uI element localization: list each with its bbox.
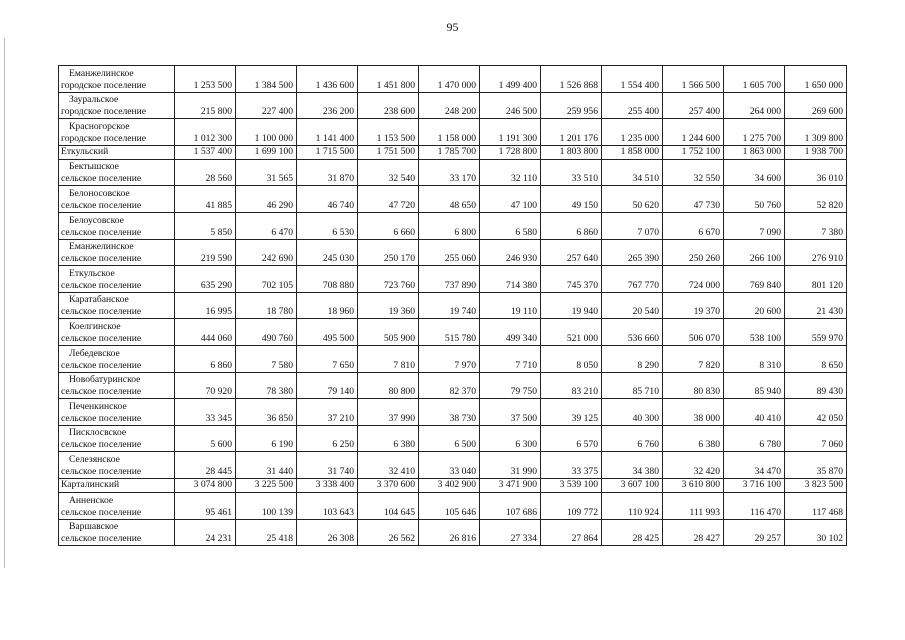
value-cell: 276 910: [785, 239, 847, 266]
value-cell: 19 940: [541, 292, 602, 319]
value-cell: 26 816: [419, 519, 480, 546]
settlement-name-cell: [59, 372, 175, 399]
value-cell: 6 800: [419, 212, 480, 239]
value-cell: 236 200: [297, 92, 358, 119]
value-cell: 100 139: [236, 492, 297, 519]
settlement-row: [59, 399, 847, 426]
settlement-type: сельское поселение: [61, 199, 142, 211]
value-cell: 6 860: [175, 345, 236, 372]
value-cell: 635 290: [175, 266, 236, 293]
value-cell: 1 863 000: [724, 145, 785, 159]
value-cell: 37 500: [480, 399, 541, 426]
value-cell: 3 225 500: [236, 478, 297, 492]
value-cell: 3 471 900: [480, 478, 541, 492]
settlement-row: [59, 186, 847, 213]
value-cell: 1 499 400: [480, 66, 541, 93]
value-cell: 42 050: [785, 399, 847, 426]
value-cell: 95 461: [175, 492, 236, 519]
value-cell: 33 375: [541, 452, 602, 479]
value-cell: 248 200: [419, 92, 480, 119]
value-cell: 40 410: [724, 399, 785, 426]
value-cell: 79 140: [297, 372, 358, 399]
value-cell: 745 370: [541, 266, 602, 293]
value-cell: 227 400: [236, 92, 297, 119]
value-cell: 116 470: [724, 492, 785, 519]
value-cell: 723 760: [358, 266, 419, 293]
settlement-name: Белоносовское: [69, 187, 130, 199]
settlement-row: [59, 66, 847, 93]
value-cell: 250 170: [358, 239, 419, 266]
settlement-name-cell: [59, 159, 175, 186]
value-cell: 50 760: [724, 186, 785, 213]
value-cell: 8 050: [541, 345, 602, 372]
value-cell: 29 257: [724, 519, 785, 546]
value-cell: 506 070: [663, 319, 724, 346]
settlement-type: сельское поселение: [61, 439, 142, 451]
page-number: 95: [446, 20, 459, 34]
settlement-type: сельское поселение: [61, 173, 142, 185]
value-cell: 26 308: [297, 519, 358, 546]
settlement-type: городское поселение: [61, 106, 147, 118]
value-cell: 109 772: [541, 492, 602, 519]
settlement-row: [59, 266, 847, 293]
value-cell: 1 253 500: [175, 66, 236, 93]
value-cell: 8 650: [785, 345, 847, 372]
settlement-name-cell: [59, 239, 175, 266]
district-name: Еткульский: [61, 146, 109, 158]
value-cell: 37 990: [358, 399, 419, 426]
value-cell: 80 830: [663, 372, 724, 399]
settlement-row: [59, 319, 847, 346]
settlement-type: сельское поселение: [61, 306, 142, 318]
settlement-row: [59, 425, 847, 452]
value-cell: 257 400: [663, 92, 724, 119]
value-cell: 70 920: [175, 372, 236, 399]
settlement-name: Зауральское: [69, 94, 119, 106]
district-name: Карталинский: [61, 479, 120, 491]
value-cell: 708 880: [297, 266, 358, 293]
value-cell: 36 010: [785, 159, 847, 186]
value-cell: 34 380: [602, 452, 663, 479]
value-cell: 490 760: [236, 319, 297, 346]
value-cell: 38 000: [663, 399, 724, 426]
value-cell: 1 537 400: [175, 145, 236, 159]
value-cell: 7 820: [663, 345, 724, 372]
value-cell: 105 646: [419, 492, 480, 519]
value-cell: 6 380: [358, 425, 419, 452]
settlement-name-cell: [59, 399, 175, 426]
value-cell: 41 885: [175, 186, 236, 213]
settlement-name: Анненское: [69, 494, 114, 506]
value-cell: 52 820: [785, 186, 847, 213]
value-cell: 7 580: [236, 345, 297, 372]
value-cell: 6 860: [541, 212, 602, 239]
value-cell: 1 201 176: [541, 119, 602, 146]
value-cell: 6 570: [541, 425, 602, 452]
settlement-name-cell: [59, 186, 175, 213]
value-cell: 1 244 600: [663, 119, 724, 146]
settlement-row: [59, 492, 847, 519]
value-cell: 714 380: [480, 266, 541, 293]
value-cell: 7 380: [785, 212, 847, 239]
value-cell: 6 470: [236, 212, 297, 239]
value-cell: 47 730: [663, 186, 724, 213]
settlement-row: [59, 212, 847, 239]
value-cell: 3 610 800: [663, 478, 724, 492]
value-cell: 31 870: [297, 159, 358, 186]
value-cell: 6 190: [236, 425, 297, 452]
table-body: [59, 66, 847, 546]
value-cell: 80 800: [358, 372, 419, 399]
settlement-name-cell: [59, 345, 175, 372]
value-cell: 32 110: [480, 159, 541, 186]
value-cell: 7 810: [358, 345, 419, 372]
settlement-name-cell: [59, 452, 175, 479]
value-cell: 27 334: [480, 519, 541, 546]
settlement-row: [59, 159, 847, 186]
value-cell: 36 850: [236, 399, 297, 426]
settlement-row: [59, 239, 847, 266]
value-cell: 538 100: [724, 319, 785, 346]
value-cell: 1 012 300: [175, 119, 236, 146]
value-cell: 255 400: [602, 92, 663, 119]
settlement-type: городское поселение: [61, 132, 147, 144]
value-cell: 515 780: [419, 319, 480, 346]
value-cell: 499 340: [480, 319, 541, 346]
value-cell: 257 640: [541, 239, 602, 266]
value-cell: 85 940: [724, 372, 785, 399]
value-cell: 1 451 800: [358, 66, 419, 93]
settlement-row: [59, 345, 847, 372]
value-cell: 21 430: [785, 292, 847, 319]
settlement-name-cell: [59, 425, 175, 452]
settlement-type: сельское поселение: [61, 386, 142, 398]
value-cell: 5 850: [175, 212, 236, 239]
value-cell: 28 560: [175, 159, 236, 186]
settlement-name: Новобатуринское: [69, 374, 141, 386]
value-cell: 40 300: [602, 399, 663, 426]
value-cell: 6 760: [602, 425, 663, 452]
value-cell: 85 710: [602, 372, 663, 399]
value-cell: 7 710: [480, 345, 541, 372]
value-cell: 46 740: [297, 186, 358, 213]
value-cell: 1 554 400: [602, 66, 663, 93]
value-cell: 246 500: [480, 92, 541, 119]
value-cell: 32 550: [663, 159, 724, 186]
value-cell: 3 539 100: [541, 478, 602, 492]
value-cell: 20 600: [724, 292, 785, 319]
value-cell: 3 338 400: [297, 478, 358, 492]
value-cell: 269 600: [785, 92, 847, 119]
value-cell: 33 170: [419, 159, 480, 186]
value-cell: 215 800: [175, 92, 236, 119]
value-cell: 82 370: [419, 372, 480, 399]
value-cell: 110 924: [602, 492, 663, 519]
settlement-name: Варшавское: [69, 521, 119, 533]
value-cell: 78 380: [236, 372, 297, 399]
value-cell: 6 380: [663, 425, 724, 452]
settlement-name: Печенкинское: [69, 400, 127, 412]
value-cell: 724 000: [663, 266, 724, 293]
settlement-type: сельское поселение: [61, 332, 142, 344]
value-cell: 83 210: [541, 372, 602, 399]
value-cell: 1 153 500: [358, 119, 419, 146]
value-cell: 24 231: [175, 519, 236, 546]
value-cell: 245 030: [297, 239, 358, 266]
value-cell: 1 384 500: [236, 66, 297, 93]
district-row: [59, 478, 847, 492]
settlement-name-cell: [59, 145, 175, 159]
settlement-type: сельское поселение: [61, 253, 142, 265]
value-cell: 20 540: [602, 292, 663, 319]
value-cell: 19 370: [663, 292, 724, 319]
value-cell: 255 060: [419, 239, 480, 266]
value-cell: 1 858 000: [602, 145, 663, 159]
settlement-name-cell: [59, 119, 175, 146]
value-cell: 33 345: [175, 399, 236, 426]
value-cell: 31 990: [480, 452, 541, 479]
settlement-name: Селезянское: [69, 453, 120, 465]
value-cell: 25 418: [236, 519, 297, 546]
value-cell: 7 970: [419, 345, 480, 372]
settlement-type: сельское поселение: [61, 465, 142, 477]
value-cell: 1 605 700: [724, 66, 785, 93]
settlement-name: Лебедевское: [69, 347, 120, 359]
value-cell: 3 716 100: [724, 478, 785, 492]
value-cell: 3 607 100: [602, 478, 663, 492]
settlement-name: Еткульское: [69, 267, 115, 279]
value-cell: 6 250: [297, 425, 358, 452]
value-cell: 1 803 800: [541, 145, 602, 159]
settlement-type: сельское поселение: [61, 359, 142, 371]
settlement-name-cell: [59, 266, 175, 293]
settlement-name-cell: [59, 478, 175, 492]
value-cell: 801 120: [785, 266, 847, 293]
value-cell: 31 440: [236, 452, 297, 479]
value-cell: 50 620: [602, 186, 663, 213]
value-cell: 46 290: [236, 186, 297, 213]
value-cell: 28 445: [175, 452, 236, 479]
value-cell: 536 660: [602, 319, 663, 346]
value-cell: 103 643: [297, 492, 358, 519]
value-cell: 107 686: [480, 492, 541, 519]
value-cell: 30 102: [785, 519, 847, 546]
value-cell: 767 770: [602, 266, 663, 293]
value-cell: 1 728 800: [480, 145, 541, 159]
value-cell: 1 650 000: [785, 66, 847, 93]
value-cell: 33 040: [419, 452, 480, 479]
value-cell: 19 740: [419, 292, 480, 319]
settlement-name: Бектышское: [69, 161, 119, 173]
value-cell: 7 090: [724, 212, 785, 239]
value-cell: 18 960: [297, 292, 358, 319]
value-cell: 32 410: [358, 452, 419, 479]
settlement-row: [59, 92, 847, 119]
value-cell: 6 660: [358, 212, 419, 239]
settlement-name-cell: [59, 492, 175, 519]
value-cell: 1 141 400: [297, 119, 358, 146]
settlement-row: [59, 452, 847, 479]
value-cell: 3 370 600: [358, 478, 419, 492]
value-cell: 1 158 000: [419, 119, 480, 146]
value-cell: 1 785 700: [419, 145, 480, 159]
value-cell: 3 074 800: [175, 478, 236, 492]
settlement-row: [59, 519, 847, 546]
value-cell: 31 565: [236, 159, 297, 186]
value-cell: 505 900: [358, 319, 419, 346]
value-cell: 6 670: [663, 212, 724, 239]
value-cell: 34 470: [724, 452, 785, 479]
value-cell: 33 510: [541, 159, 602, 186]
value-cell: 79 750: [480, 372, 541, 399]
value-cell: 246 930: [480, 239, 541, 266]
value-cell: 264 000: [724, 92, 785, 119]
value-cell: 1 275 700: [724, 119, 785, 146]
value-cell: 8 310: [724, 345, 785, 372]
value-cell: 31 740: [297, 452, 358, 479]
settlement-type: городское поселение: [61, 79, 147, 91]
value-cell: 444 060: [175, 319, 236, 346]
settlement-type: сельское поселение: [61, 533, 142, 545]
value-cell: 32 540: [358, 159, 419, 186]
value-cell: 219 590: [175, 239, 236, 266]
value-cell: 1 436 600: [297, 66, 358, 93]
value-cell: 6 500: [419, 425, 480, 452]
value-cell: 7 060: [785, 425, 847, 452]
value-cell: 259 956: [541, 92, 602, 119]
value-cell: 702 105: [236, 266, 297, 293]
settlement-row: [59, 292, 847, 319]
value-cell: 37 210: [297, 399, 358, 426]
value-cell: 1 752 100: [663, 145, 724, 159]
value-cell: 1 470 000: [419, 66, 480, 93]
settlement-row: [59, 119, 847, 146]
value-cell: 111 993: [663, 492, 724, 519]
value-cell: 34 600: [724, 159, 785, 186]
settlement-name-cell: [59, 292, 175, 319]
settlement-name: Писклосвское: [69, 427, 127, 439]
settlement-type: сельское поселение: [61, 412, 142, 424]
value-cell: 49 150: [541, 186, 602, 213]
value-cell: 1 309 800: [785, 119, 847, 146]
value-cell: 6 300: [480, 425, 541, 452]
value-cell: 19 110: [480, 292, 541, 319]
value-cell: 495 500: [297, 319, 358, 346]
value-cell: 8 290: [602, 345, 663, 372]
value-cell: 7 650: [297, 345, 358, 372]
district-row: [59, 145, 847, 159]
settlement-name: Белоусовское: [69, 214, 124, 226]
value-cell: 48 650: [419, 186, 480, 213]
value-cell: 35 870: [785, 452, 847, 479]
value-cell: 1 526 868: [541, 66, 602, 93]
settlement-name-cell: [59, 212, 175, 239]
value-cell: 89 430: [785, 372, 847, 399]
settlement-name-cell: [59, 519, 175, 546]
settlement-row: [59, 372, 847, 399]
value-cell: 1 751 500: [358, 145, 419, 159]
value-cell: 1 938 700: [785, 145, 847, 159]
value-cell: 1 699 100: [236, 145, 297, 159]
value-cell: 26 562: [358, 519, 419, 546]
value-cell: 6 780: [724, 425, 785, 452]
value-cell: 1 566 500: [663, 66, 724, 93]
value-cell: 521 000: [541, 319, 602, 346]
settlement-type: сельское поселение: [61, 226, 142, 238]
value-cell: 117 468: [785, 492, 847, 519]
value-cell: 34 510: [602, 159, 663, 186]
value-cell: 7 070: [602, 212, 663, 239]
settlement-name: Еманжелинское: [69, 241, 134, 253]
value-cell: 242 690: [236, 239, 297, 266]
value-cell: 32 420: [663, 452, 724, 479]
scan-margin-line: [4, 38, 5, 568]
settlement-type: сельское поселение: [61, 279, 142, 291]
settlement-name: Каратабанское: [69, 294, 129, 306]
settlement-name: Коелгинское: [69, 320, 121, 332]
settlement-type: сельское поселение: [61, 506, 142, 518]
settlement-revenue-table: [58, 65, 847, 546]
value-cell: 18 780: [236, 292, 297, 319]
value-cell: 5 600: [175, 425, 236, 452]
value-cell: 737 890: [419, 266, 480, 293]
value-cell: 250 260: [663, 239, 724, 266]
value-cell: 266 100: [724, 239, 785, 266]
settlement-name-cell: [59, 66, 175, 93]
settlement-name-cell: [59, 92, 175, 119]
value-cell: 6 530: [297, 212, 358, 239]
value-cell: 28 425: [602, 519, 663, 546]
value-cell: 559 970: [785, 319, 847, 346]
value-cell: 38 730: [419, 399, 480, 426]
value-cell: 1 100 000: [236, 119, 297, 146]
value-cell: 265 390: [602, 239, 663, 266]
value-cell: 19 360: [358, 292, 419, 319]
value-cell: 1 191 300: [480, 119, 541, 146]
value-cell: 3 823 500: [785, 478, 847, 492]
value-cell: 1 715 500: [297, 145, 358, 159]
value-cell: 238 600: [358, 92, 419, 119]
value-cell: 39 125: [541, 399, 602, 426]
value-cell: 47 100: [480, 186, 541, 213]
value-cell: 6 580: [480, 212, 541, 239]
value-cell: 28 427: [663, 519, 724, 546]
value-cell: 27 864: [541, 519, 602, 546]
value-cell: 104 645: [358, 492, 419, 519]
settlement-name: Красногорское: [69, 120, 130, 132]
value-cell: 16 995: [175, 292, 236, 319]
value-cell: 47 720: [358, 186, 419, 213]
settlement-name: Еманжелинское: [69, 67, 134, 79]
value-cell: 3 402 900: [419, 478, 480, 492]
value-cell: 1 235 000: [602, 119, 663, 146]
settlement-name-cell: [59, 319, 175, 346]
value-cell: 769 840: [724, 266, 785, 293]
